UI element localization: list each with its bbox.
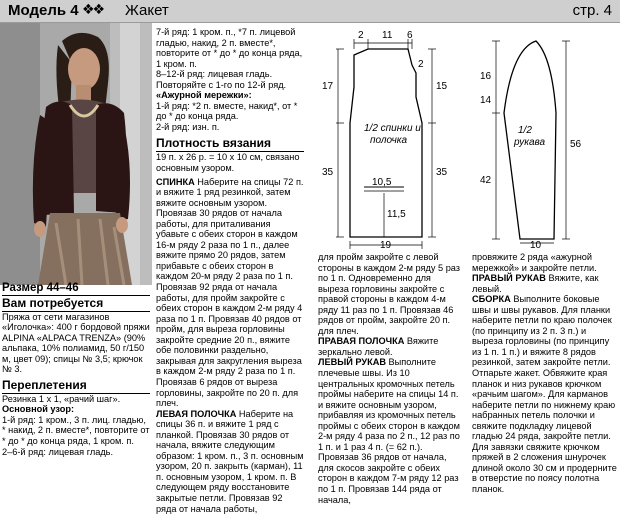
dim-side-height: 42	[480, 175, 492, 186]
sleeve-label-2: рукава	[514, 137, 546, 148]
right-front-text: Вяжите зеркально левой.	[318, 336, 439, 357]
sleeve-schematic	[470, 27, 615, 249]
right-front-title: ПРАВАЯ ПОЛОЧКА	[318, 336, 405, 347]
size-label: Размер 44–46	[2, 283, 150, 296]
model-photo	[0, 23, 152, 285]
schematic-label-1: 1/2 спинки и	[364, 123, 421, 134]
dim-sleeve-bottom: 10	[530, 240, 542, 249]
left-sleeve-continued: провяжите 2 ряда «ажурной мережкой» и закройте петли.	[472, 252, 597, 273]
back-paragraph	[156, 177, 304, 409]
dim-pocket-width: 10,5	[372, 177, 392, 188]
dim-pocket-height: 11,5	[387, 209, 406, 220]
main-pattern-text: 1-й ряд: 1 кром., 3 п. лиц. гладью, * накид, 2 п. вместе*, повторите от * до * до конца ряда, 1 кром. п.	[2, 414, 150, 447]
column-materials	[2, 283, 150, 457]
gauge-heading: Плотность вязания	[156, 136, 304, 152]
back-text: Наберите на спицы 72 п. и вяжите 1 ряд резинкой, затем вяжите основным узором. Провязав 30 рядов от начала работы, для приталивания убавьте с обеих сторон в каждом 16-м ряду 2 раза по 1 п., далее вяжите прямо 20 рядов, затем прибавьте с обеих сторон в каждом 20-м ряду 2 раза по 1 п. Провязав 92 ряда от начала работы, для пройм закройте с обеих сторон в каждом 2-м ряду 4 раза по 1 п. Провязав 40 рядов от пройм, для выреза горловины закройте средние 20 п., вяжите обе половинки раздельно, закрывая для закругления выреза в каждом 2-м ряду 2 раза по 1 п. Провязав 6 рядов от выреза горловины, закройте по 20 п. для плеч.	[156, 176, 304, 409]
dim-top-width: 14	[480, 95, 492, 106]
dim-upper: 17	[322, 81, 334, 92]
rib-text: Резинка 1 х 1, «рачий шаг».	[2, 393, 121, 404]
lace-title: «Ажурной мережки»:	[156, 90, 252, 101]
lace-row-1: 1-й ряд: *2 п. вместе, накид*, от * до * до конца ряда.	[156, 100, 298, 122]
materials-text: Пряжа от сети магазинов «Иголочка»: 400 г бордовой пряжи ALPINA «ALPACA TRENZA» (90% альпака, 10% полиамид, 50 г/150 м, цвет 09); спицы № 3,5; крючок № 3.	[2, 311, 150, 375]
left-front-continued: для пройм закройте с левой стороны в каждом 2-м ряду 5 раз по 1 п. Одновременно для выреза горловины закройте с правой стороны в каждом 4-м ряду 11 раз по 1 п. Провязав 46 рядов от пройм, закройте 20 п. для плеч.	[318, 252, 461, 336]
gauge-text: 19 п. х 26 р. = 10 х 10 см, связано основным узором.	[156, 152, 300, 174]
rows-8-12: 8–12-й ряд: лицевая гладь.	[156, 69, 273, 80]
left-sleeve-text: Выполните плечевые швы. Из 10 центральных кромочных петель проймы наберите на спицы 14 п. и вяжите основным узором, прибавляя из кромочных петель проймы с обеих сторон в каждом 2-м ряду 4 раза по 2 п., 12 раз по 1 п. и 1 раз 4 п. (= 62 п.). Провязав 36 рядов от начала, для скосов закройте с обеих сторон в каждом 7-м ряду 12 раз по 1 п. Провязав 144 ряда от начала,	[318, 357, 460, 505]
back-title: СПИНКА	[156, 176, 195, 187]
left-sleeve-title: ЛЕВЫЙ РУКАВ	[318, 357, 386, 368]
right-front-paragraph	[318, 336, 462, 357]
ornament-icon: ❖❖	[82, 1, 104, 17]
rows-2-6: 2–6-й ряд: лицевая гладь.	[2, 446, 114, 457]
left-front-text: Наберите на спицы 36 п. и вяжите 1 ряд с планкой. Провязав 30 рядов от начала, вяжите следующим образом: 1 кром. п., 3 п. основным узором, 20 п. закрыть (карман), 11 п. основным узором, 1 кром. п. В следующем ряду восстановите закрытые петли. Провязав 92 ряда от начала работы,	[156, 408, 304, 514]
lace-row-2: 2-й ряд: изн. п.	[156, 121, 220, 132]
dim-top-left: 2	[358, 30, 364, 41]
right-sleeve-paragraph	[472, 273, 618, 294]
column-pattern	[156, 27, 304, 514]
assembly-text: Выполните боковые швы и швы рукавов. Для планки наберите петли по краю полочек (по принципу из 2 п. 3 п.) и выреза горловины (по принципу из 1 п. 1 п.) и вяжите 8 рядов резинкой, затем закройте петли. Отпарьте жакет. Обвяжите края планок и низ рукавов крючком «рачьим шагом». Для карманов наберите петли по нижнему краю набранных петель полочки и свяжите подкладку лицевой гладью 24 ряда, закройте петли. Для завязки свяжите крючком пряжей в 2 сложения шнурочек длиной около 30 см и продерните в отверстие по поясу полотна планок.	[472, 294, 617, 495]
stitches-heading: Переплетения	[2, 378, 150, 394]
dim-top-right: 6	[407, 30, 413, 41]
column-assembly	[472, 252, 618, 495]
dim-bottom: 19	[380, 240, 392, 249]
page-number: стр. 4	[572, 2, 612, 19]
right-sleeve-title: ПРАВЫЙ РУКАВ	[472, 273, 546, 284]
page-title: Жакет	[125, 2, 169, 19]
left-front-title: ЛЕВАЯ ПОЛОЧКА	[156, 408, 237, 419]
dim-top-mid: 11	[382, 30, 393, 41]
assembly-title: СБОРКА	[472, 294, 511, 305]
assembly-paragraph	[472, 294, 618, 494]
dim-left-side: 35	[322, 167, 334, 178]
model-number: Модель 4	[8, 2, 79, 19]
dim-full-height: 56	[570, 139, 582, 150]
materials-heading: Вам потребуется	[2, 296, 150, 312]
sleeve-label-1: 1/2	[518, 125, 532, 136]
main-pattern-title: Основной узор:	[2, 404, 75, 415]
right-sleeve-text: Вяжите, как левый.	[472, 273, 599, 294]
row-7: 7-й ряд: 1 кром. п., *7 п. лицевой гладью, накид, 2 п. вместе*, повторите от * до * до конца ряда, 1 кром. п.	[156, 27, 303, 69]
dim-right-side: 35	[436, 167, 448, 178]
page-header	[0, 0, 620, 23]
dim-armhole: 15	[436, 81, 448, 92]
column-sleeves	[318, 252, 462, 505]
dim-cap-height: 16	[480, 71, 492, 82]
left-front-paragraph	[156, 409, 304, 514]
dim-armhole-small: 2	[418, 59, 424, 70]
left-sleeve-paragraph	[318, 357, 462, 505]
schematic-label-2: полочка	[370, 135, 408, 146]
body-schematic	[318, 27, 468, 249]
repeat-rows: Повторяйте с 1-го по 12-й ряд.	[156, 79, 287, 90]
